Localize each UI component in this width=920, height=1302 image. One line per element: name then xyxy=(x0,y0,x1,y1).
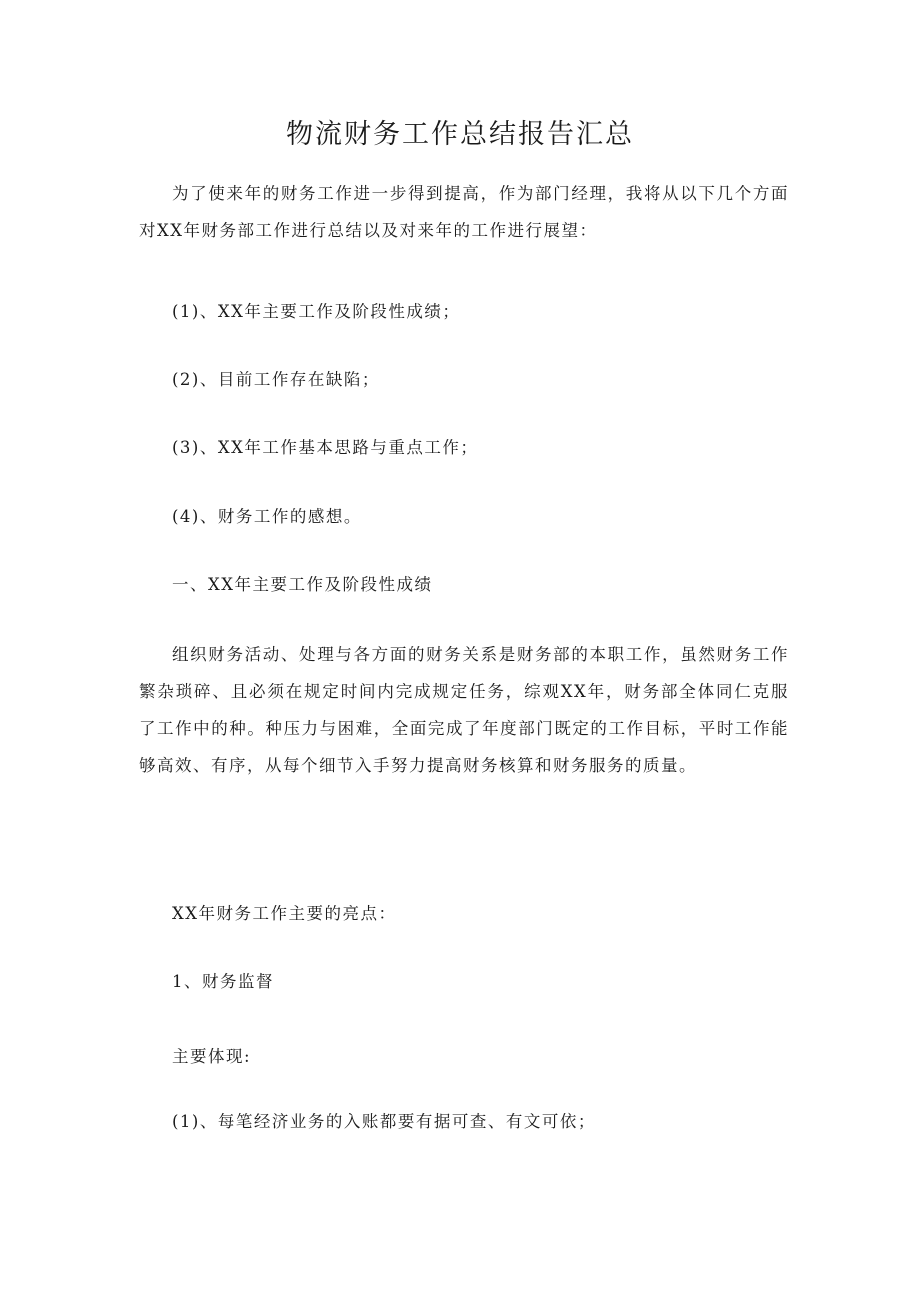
item-heading-financial-supervision: 1、财务监督 xyxy=(172,972,274,991)
highlights-heading: XX年财务工作主要的亮点： xyxy=(172,904,397,923)
outline-item-4: (4)、财务工作的感想。 xyxy=(172,507,362,526)
section-heading: 一、XX年主要工作及阶段性成绩 xyxy=(172,575,433,594)
item-subheading: 主要体现: xyxy=(172,1047,252,1066)
page-title: 物流财务工作总结报告汇总 xyxy=(286,119,634,150)
section-body-paragraph: 组织财务活动、处理与各方面的财务关系是财务部的本职工作，虽然财务工作繁杂琐碎、且必须在规定时间内完成规定任务，综观XX年，财务部全体同仁克服了工作中的种。种压力与困难，全面完成了年度部门既定的工作目标，平时工作能够高效、有序，从每个细节入手努力提高财务核算和财务服务的质量。 xyxy=(139,645,789,775)
intro-paragraph: 为了使来年的财务工作进一步得到提高，作为部门经理，我将从以下几个方面对XX年财务部工作进行总结以及对来年的工作进行展望： xyxy=(139,184,789,240)
outline-item-1: (1)、XX年主要工作及阶段性成绩； xyxy=(172,302,461,321)
outline-item-3: (3)、XX年工作基本思路与重点工作； xyxy=(172,438,479,457)
item-point-1: (1)、每笔经济业务的入账都要有据可查、有文可依； xyxy=(172,1112,596,1131)
outline-item-2: (2)、目前工作存在缺陷； xyxy=(172,370,380,389)
